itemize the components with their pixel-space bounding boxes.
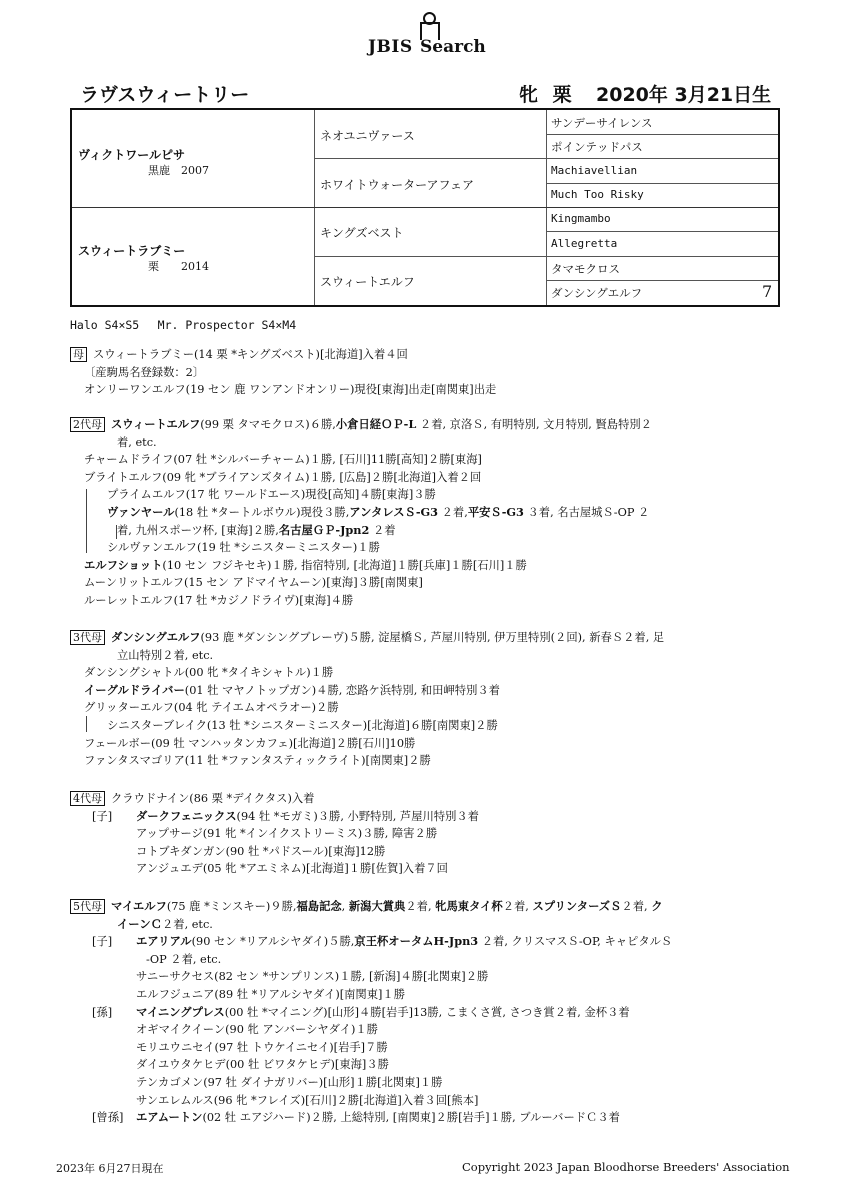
pedigree-sire-name: ヴィクトワールピサ: [78, 148, 186, 162]
pedigree-gen2-4: スウィートエルフ: [320, 275, 415, 289]
g2-line-5: シルヴァンエルフ(19 牡 *シニスターミニスター)１勝: [107, 541, 380, 555]
g3-tree-bar: [86, 716, 87, 732]
g5-gc-rest: (00 牡 *マイニング)[山形]４勝[岩手]13勝, こまくさ賞, さつき賞２着, 金杯３着: [224, 1005, 630, 1019]
g5-child-race: 京王杯オータムH-Jpn3: [354, 934, 479, 949]
section-g5-tag: 5代母: [70, 899, 105, 914]
g5-head-race-3: 牝馬東タイ杯: [435, 899, 503, 913]
g3-line-5: フェールボー(09 牡 マンハッタンカフェ)[北海道]２勝[石川]10勝: [84, 736, 416, 750]
g5-child-line-1: サニーサクセス(82 セン *サンプリンス)１勝, [新潟]４勝[北関東]２勝: [136, 970, 489, 984]
pedigree-family-number: 7: [762, 282, 773, 301]
section-g2-tag: 2代母: [70, 417, 105, 432]
g5-child-cont: -OP ２着, etc.: [146, 952, 222, 966]
footer-date: 2023年 6月27日現在: [56, 1162, 164, 1175]
g3-head-cont: 立山特別２着, etc.: [117, 648, 214, 662]
pedigree-sire-info: 黒鹿 2007: [148, 164, 209, 177]
g5-gc-line-1: オギマイクイーン(90 牝 アンバーシヤダイ)１勝: [136, 1023, 378, 1037]
g2-head-rest: (99 栗 タマモクロス)６勝,: [200, 418, 336, 431]
pedigree-gen3-2: ポインテッドパス: [551, 140, 643, 154]
pedigree-table: [70, 108, 780, 307]
g4-child-name: ダークフェニックス: [136, 809, 237, 823]
g2-tree-bar: [86, 489, 87, 553]
pedigree-gen2-1: ネオユニヴァース: [320, 129, 415, 143]
g5-gc-line-4: テンカゴメン(97 牡 ダイナガリバー)[山形]１勝[北関東]１勝: [136, 1075, 443, 1089]
horse-name: ラヴスウィートリー: [80, 84, 250, 106]
g5-child-line-2: エルフジュニア(89 牡 *リアルシヤダイ)[南関東]１勝: [136, 987, 406, 1001]
pedigree-gen3-7: タマモクロス: [551, 262, 620, 276]
g5-head-race-4: スプリンターズＳ: [532, 899, 622, 913]
g2-line-8: ルーレットエルフ(17 牡 *カジノドライヴ)[東海]４勝: [84, 593, 354, 607]
g5-gc-line-5: サンエレムルス(96 牝 *フレイズ)[石川]２勝[北海道]入着３回[熊本]: [136, 1093, 479, 1107]
g3-head-rest: (93 鹿 *ダンシングブレーヴ)５勝, 淀屋橋Ｓ, 芦屋川特別, 伊万里特別(２回), 新春Ｓ２着, 足: [200, 631, 665, 644]
g3-line-2: (01 牡 マヤノトップガン)４勝, 恋路ケ浜特別, 和田岬特別３着: [184, 683, 500, 697]
pedigree-gen3-4: Much Too Risky: [551, 188, 644, 201]
g3-line-1: ダンシングシャトル(00 牝 *タイキシャトル)１勝: [84, 666, 334, 680]
section-g2: [70, 416, 652, 610]
g2-vanyar-race-1: アンタレスＳ-G3: [349, 504, 439, 519]
g5-gc-line-3: ダイユウタケヒデ(00 牡 ビワタケヒデ)[東海]３勝: [136, 1058, 389, 1072]
g3-line-3: グリッターエルフ(04 牝 テイエムオペラオー)２勝: [84, 701, 339, 715]
g5-ggc-name: エアムートン: [136, 1111, 203, 1125]
g5-gc-name: マイニングプレス: [136, 1005, 225, 1019]
g4-line-2: コトブキダンガン(90 牡 *パドスール)[東海]12勝: [136, 844, 386, 858]
g2-vanyar-tail-2: ３着, 名古屋城Ｓ-OP ２: [523, 505, 650, 519]
g2-head-race: 小倉日経ＯＰ-L: [335, 417, 417, 431]
g5-gc-line-2: モリユウニセイ(97 牡 トウケイニセイ)[岩手]７勝: [136, 1040, 388, 1054]
g3-head-name: ダンシングエルフ: [111, 631, 201, 644]
g2-vanyar-cont: 着, 九州スポーツ杯, [東海]２勝,: [117, 523, 279, 537]
g5-ggc-rest: (02 牡 エアジハード)２勝, 上総特別, [南関東]２勝[岩手]１勝, ブルーバードＣ３着: [202, 1111, 620, 1125]
g2-elfshot-name: エルフショット: [84, 558, 163, 572]
g5-head-cont: ２着, etc.: [161, 917, 213, 931]
g3-line-4: シニスターブレイク(13 牡 *シニスターミニスター)[北海道]６勝[南関東]２勝: [107, 718, 498, 732]
g5-grandchild-label: [孫]: [92, 1005, 113, 1019]
g5-head-name: マイエルフ: [111, 900, 167, 913]
dam-line-3: オンリーワンエルフ(19 セン 鹿 ワンアンドオンリー)現役[東海]出走[南関東]出走: [84, 383, 497, 397]
g4-child-label: [子]: [92, 809, 113, 823]
g5-child-label: [子]: [92, 935, 113, 949]
g4-child-rest: (94 牡 *モガミ)３勝, 小野特別, 芦屋川特別３着: [236, 809, 479, 823]
g2-vanyar-name: ヴァンヤール: [107, 505, 175, 519]
pedigree-gen2-2: ホワイトウォーターアフェア: [320, 178, 474, 192]
section-g5: 5代母 マイエルフ(75 鹿 *ミンスキー)９勝,福島記念, 新潟大賞典２着, 牝馬東タイ杯２着, スプリンターズＳ２着, ク イーンＣ２着, etc. [子] エアリアル(90 セン *リアルシヤダイ)５勝,京王杯オータムH-Jpn3 ２着, クリスマスＳ-OP, キャピタルＳ -OP ２着, etc. サニーサクセス(82 セン *サンプリンス)１勝, [新潟]４勝[北関東]２勝 エルフジュニア(89 牡 *リアルシヤダイ)[南関東]１勝 [孫] マイニングプレス(00 牡 *マイニング)[山形]４勝[岩手]13勝, こまくさ賞, さつき賞２着, 金杯３着 オギマイクイーン(90 牝 アンバーシヤダイ)１勝 モリユウニセイ(97 牡 トウケイニセイ)[岩手]７勝 ダイユウタケヒデ(00 牡 ビワタケヒデ)[東海]３勝 テンカゴメン(97 牡 ダイナガリバー)[山形]１勝[北関東]１勝 サンエレムルス(96 牝 *フレイズ)[石川]２勝[北海道]入着３回[熊本] [曾孫] エアムートン(02 牡 エアジハード)２勝, 上総特別, [南関東]２勝[岩手]１勝, ブルーバードＣ３着: [70, 898, 672, 1127]
g2-line-2: ブライトエルフ(09 牝 *ブライアンズタイム)１勝, [広島]２勝[北海道]入着２回: [84, 470, 482, 484]
pedigree-gen2-3: キングズベスト: [320, 226, 404, 240]
g3-line-6: ファンタスマゴリア(11 牡 *ファンタスティックライト)[南関東]２勝: [84, 754, 431, 768]
g2-vanyar-tail-3: ２着: [369, 523, 396, 537]
footer-copyright: Copyright 2023 Japan Bloodhorse Breeders' Association: [462, 1160, 790, 1174]
g3-eagle-name: イーグルドライバー: [84, 683, 185, 697]
pedigree-gen3-8: ダンシングエルフ: [551, 286, 643, 300]
pedigree-dam-info: 栗 2014: [148, 260, 209, 273]
g2-vanyar-race-2: 平安Ｓ-G3: [467, 504, 524, 519]
g2-line-1: チャームドライフ(07 牡 *シルバーチャーム)１勝, [石川]11勝[高知]２勝[東海]: [84, 453, 482, 467]
logo-text-search: Search: [420, 37, 486, 57]
g5-head-race-1: 福島記念: [296, 899, 342, 913]
g5-child-name: エアリアル: [136, 935, 192, 949]
dam-line-2: 〔産駒馬名登録数：2〕: [84, 365, 205, 379]
inbreeding-note: Halo S4×S5 Mr. Prospector S4×M4: [70, 318, 297, 332]
pedigree-gen3-5: Kingmambo: [551, 212, 611, 225]
section-dam-tag: 母: [70, 347, 87, 362]
g2-head-cont: 着, etc.: [117, 435, 157, 449]
pedigree-dam-name: スウィートラブミー: [78, 244, 186, 258]
pedigree-gen3-3: Machiavellian: [551, 164, 638, 177]
section-g3: [70, 629, 664, 770]
g2-vanyar-race-3: 名古屋ＧＰ-Jpn2: [278, 522, 370, 537]
horse-birthdate: 2020年 3月21日生: [596, 84, 772, 106]
g2-line-3: プライムエルフ(17 牝 ワールドエース)現役[高知]４勝[東海]３勝: [107, 488, 436, 502]
g2-head-name: スウィートエルフ: [111, 418, 201, 431]
g4-line-1: アップサージ(91 牝 *インイクストリーミス)３勝, 障害２勝: [136, 827, 438, 841]
g2-tree-bar-sub: [116, 525, 117, 539]
g5-child-tail: ２着, クリスマスＳ-OP, キャピタルＳ: [478, 935, 673, 949]
g2-line-4: (18 牡 *タートルボウル)現役３勝,: [174, 505, 350, 519]
section-g4-tag: 4代母: [70, 791, 105, 806]
horse-sex-color: 牝 栗: [519, 84, 576, 106]
section-g4: [70, 790, 479, 878]
logo-text-jbis: JBIS: [368, 37, 413, 57]
g5-child-rest: (90 セン *リアルシヤダイ)５勝,: [191, 935, 355, 949]
g5-head-cont-race: イーンＣ: [117, 916, 162, 931]
pedigree-gen3-1: サンデーサイレンス: [551, 116, 653, 130]
g2-vanyar-tail-1: ２着,: [438, 505, 468, 519]
section-g3-tag: 3代母: [70, 630, 105, 645]
g2-line-7: ムーンリットエルフ(15 セン アドマイヤムーン)[東海]３勝[南関東]: [84, 576, 423, 590]
g4-line-3: アンジュエデ(05 牝 *アエミネム)[北海道]１勝[佐賀]入着７回: [136, 862, 448, 876]
dam-line-1: スウィートラブミー(14 栗 *キングズベスト)[北海道]入着４回: [93, 348, 408, 361]
jbis-search-logo: [368, 10, 498, 58]
section-dam: [70, 346, 496, 399]
g5-head-race-2: 新潟大賞典: [348, 899, 406, 913]
g2-line-6: (10 セン フジキセキ)１勝, 指宿特別, [北海道]１勝[兵庫]１勝[石川]１勝: [162, 558, 527, 572]
pedigree-gen3-6: Allegretta: [551, 237, 618, 250]
g4-head: クラウドナイン(86 栗 *デイクタス)入着: [111, 792, 315, 805]
g5-great-label: [曾孫]: [92, 1111, 124, 1125]
g5-head-race-5: ク: [651, 899, 663, 913]
g2-head-tail: ２着, 京洛Ｓ, 有明特別, 文月特別, 賢島特別２: [416, 418, 652, 431]
g5-head-rest: (75 鹿 *ミンスキー)９勝,: [166, 900, 297, 913]
